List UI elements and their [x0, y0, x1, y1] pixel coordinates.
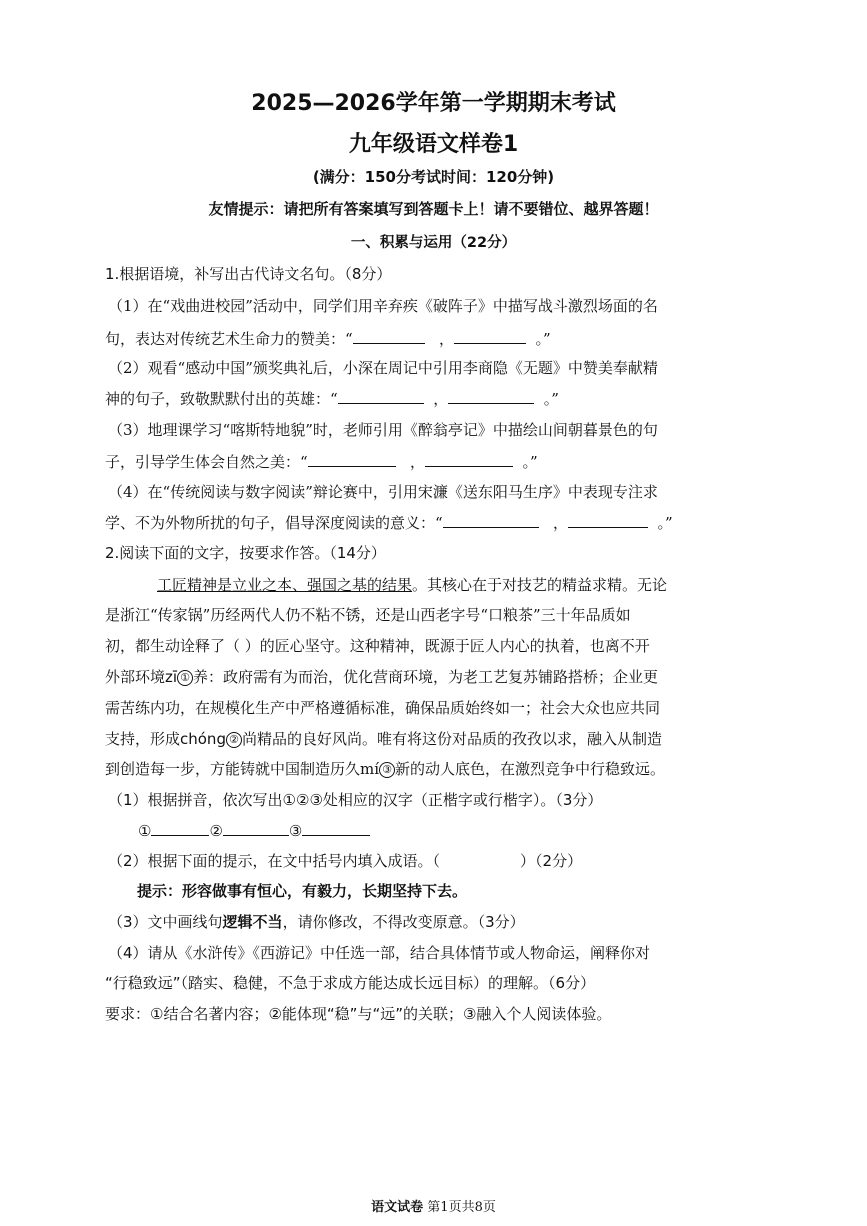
comma: ， [409, 453, 425, 471]
underlined-sentence: 工匠精神是立业之本、强国之基的结果 [157, 576, 413, 594]
q1-item2-prefix: 神的句子，致敬默默付出的英雄：“ [105, 390, 338, 408]
exam-subtitle: 九年级语文样卷1 [348, 132, 519, 157]
pinyin-chong: 支持，形成chóng [105, 730, 226, 748]
sub-question-4-line2: “行稳致远”（踏实、稳健，不急于求成方能达成长远目标）的理解。（6分） [105, 974, 596, 992]
comma: ， [552, 514, 568, 532]
passage-line4-rest: 养：政府需有为而治，优化营商环境，为老工艺复苏铺路搭桥；企业更 [193, 668, 659, 686]
circle-3: ③ [379, 762, 395, 778]
sub-question-4-line1: （4）请从《水浒传》《西游记》中任选一部，结合具体情节或人物命运，阐释你对 [108, 944, 651, 962]
q1-item4-line1: （4）在“传统阅读与数字阅读”辩论赛中，引用宋濂《送东阳马生序》中表现专注求 [108, 483, 658, 501]
q1-item2-blank1[interactable] [338, 388, 424, 404]
circle-1: ① [177, 670, 193, 686]
passage-line1 [157, 575, 817, 595]
q1-item1-line2 [105, 328, 765, 349]
requirements: 要求：①结合名著内容；②能体现“稳”与“远”的关联；③融入个人阅读体验。 [105, 1005, 612, 1023]
sub-question-3-pre: （3）文中画线句 [108, 913, 223, 931]
q1-item1-prefix: 句，表达对传统艺术生命力的赞美：“ [105, 330, 353, 348]
q1-item2-blank2[interactable] [448, 388, 534, 404]
friendly-tip: 友情提示：请把所有答案填写到答题卡上！请不要错位、越界答题！ [208, 200, 659, 218]
sub-question-1: （1）根据拼音，依次写出①②③处相应的汉字（正楷字或行楷字）。（3分） [108, 791, 603, 809]
sub-question-3-post: ，请你修改，不得改变原意。（3分） [282, 913, 525, 931]
passage-line7-rest: 新的动人底色，在激烈竞争中行稳致远。 [395, 760, 666, 778]
sub-question-3 [108, 912, 768, 932]
q1-item2-line2 [105, 388, 765, 409]
answer-blanks-row [138, 820, 798, 841]
idiom-hint: 提示：形容做事有恒心，有毅力，长期坚持下去。 [137, 882, 468, 900]
q1-item3-prefix: 子，引导学生体会自然之美：“ [105, 453, 308, 471]
q1-item1-blank1[interactable] [353, 328, 425, 344]
passage-line7 [105, 759, 765, 779]
passage-line1-rest: 。其核心在于对技艺的精益求精。无论 [412, 576, 668, 594]
pinyin-zi: 外部环境zī [105, 668, 178, 686]
passage-line5: 需苦练内功，在规模化生产中严格遵循标准，确保品质始终如一；社会大众也应共同 [105, 699, 661, 717]
score-time: (满分：150分考试时间：120分钟) [312, 168, 555, 186]
circle-2: ② [226, 732, 242, 748]
sub-question-3-bold: 逻辑不当 [222, 913, 283, 931]
comma: ， [438, 330, 454, 348]
q1-item3-blank2[interactable] [425, 451, 513, 467]
quote-end: 。” [535, 330, 551, 348]
comma: ， [433, 390, 449, 408]
sub-question-2-text: （2）根据下面的提示，在文中括号内填入成语。（ [108, 852, 441, 870]
passage-line2: 是浙江“传家锅”历经两代人仍不粘不锈，还是山西老字号“口粮茶”三十年品质如 [105, 606, 631, 624]
pinyin-mi: 到创造每一步，方能铸就中国制造历久mí [105, 760, 380, 778]
q1-item4-blank1[interactable] [443, 512, 539, 528]
q1-item3-blank1[interactable] [308, 451, 396, 467]
passage-line3: 初，都生动诠释了（ ）的匠心坚守。这种精神，既源于匠人内心的执着，也离不开 [105, 637, 650, 655]
sub-question-2 [108, 851, 768, 871]
footer-label: 语文试卷 [371, 1200, 424, 1215]
page-footer [0, 1196, 867, 1215]
exam-title: 2025—2026学年第一学期期末考试 [251, 91, 616, 116]
passage-line6 [105, 729, 765, 749]
q1-item1-blank2[interactable] [454, 328, 526, 344]
answer-blank-3[interactable] [302, 820, 370, 836]
answer-blank-1[interactable] [151, 820, 209, 836]
answer-label-1: ① [138, 822, 152, 840]
q1-item3-line1: （3）地理课学习“喀斯特地貌”时，老师引用《醉翁亭记》中描绘山间朝暮景色的句 [108, 421, 658, 439]
q1-item3-line2 [105, 451, 765, 472]
passage-line6-rest: 尚精品的良好风尚。唯有将这份对品质的孜孜以求，融入从制造 [241, 730, 662, 748]
q2-stem: 2.阅读下面的文字，按要求作答。（14分） [105, 544, 386, 562]
q1-item2-line1: （2）观看“感动中国”颁奖典礼后，小深在周记中引用李商隐《无题》中赞美奉献精 [108, 359, 658, 377]
q1-item1-line1: （1）在“戏曲进校园”活动中，同学们用辛弃疾《破阵子》中描写战斗激烈场面的名 [108, 297, 658, 315]
quote-end: 。” [522, 453, 538, 471]
section-title: 一、积累与运用（22分） [350, 235, 517, 251]
answer-label-3: ③ [288, 822, 303, 840]
q1-item4-prefix: 学、不为外物所扰的句子，倡导深度阅读的意义：“ [105, 514, 443, 532]
footer-page-number: 第1页共8页 [427, 1200, 496, 1215]
q1-item4-blank2[interactable] [568, 512, 648, 528]
answer-label-2: ② [209, 822, 223, 840]
q1-stem: 1.根据语境，补写出古代诗文名句。（8分） [105, 265, 392, 283]
sub-question-2-score: ）（2分） [520, 852, 583, 870]
answer-blank-2[interactable] [223, 820, 289, 836]
quote-end: 。” [657, 514, 673, 532]
q1-item4-line2 [105, 512, 765, 533]
passage-line4 [105, 667, 765, 687]
quote-end: 。” [543, 390, 559, 408]
